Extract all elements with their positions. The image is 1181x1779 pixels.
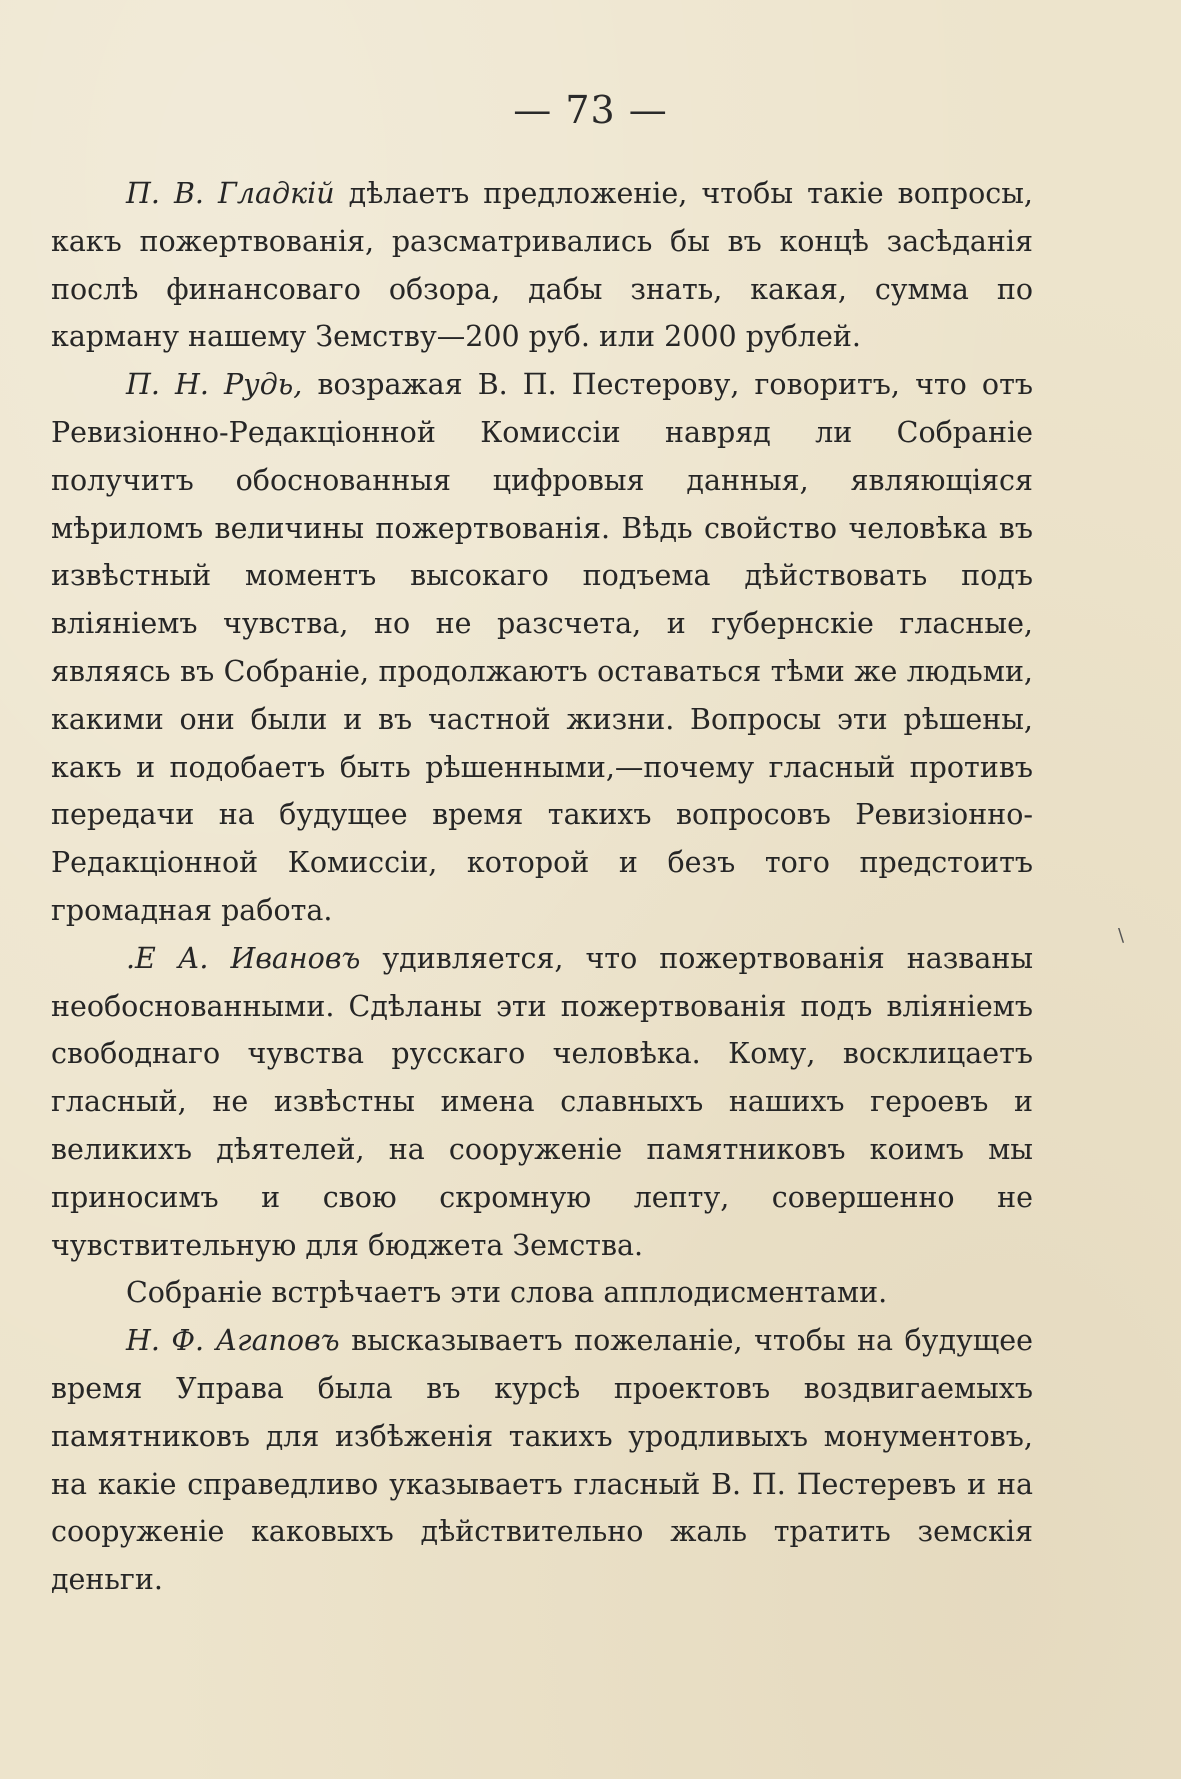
- paragraph-text: высказываетъ пожеланіе, чтобы на будущее время Управа была въ курсѣ проектовъ воздвигаемыхъ памятниковъ для избѣженія такихъ уродливыхъ монументовъ, на какіе справедливо указываетъ гласный В. П. Пестеревъ и на сооруженіе каковыхъ дѣйствительно жаль тратить земскія деньги.: [51, 1324, 1033, 1597]
- paragraph-text: возражая В. П. Пестерову, говоритъ, что отъ Ревизіонно-Редакціонной Комиссіи навряд ли Собраніе получитъ обоснованныя цифровыя данныя, являющіяся мѣриломъ величины пожертвованія. Вѣдь свойство человѣка въ извѣстный моментъ высокаго подъема дѣйствовать подъ вліяніемъ чувства, но не разсчета, и губернскіе гласные, являясь въ Собраніе, продолжаютъ оставаться тѣми же людьми, какими они были и въ частной жизни. Вопросы эти рѣшены, какъ и подобаетъ быть рѣшенными,—почему гласный противъ передачи на будущее время такихъ вопросовъ Ревизіонно-Редакціонной Комиссіи, которой и безъ того предстоитъ громадная работа.: [51, 368, 1033, 927]
- speaker-name: Н. Ф. Агаповъ: [126, 1324, 340, 1358]
- paragraph-ivanov: [51, 935, 1033, 1270]
- speaker-name: .Е А. Ивановъ: [126, 941, 361, 975]
- speaker-name: П. Н. Рудь,: [126, 368, 303, 402]
- margin-mark: \: [1118, 925, 1125, 946]
- paragraph-text: удивляется, что пожертвованія названы необоснованными. Сдѣланы эти пожертвованія подъ вліяніемъ свободнаго чувства русскаго человѣка. Кому, восклицаетъ гласный, не извѣстны имена славныхъ нашихъ героевъ и великихъ дѣятелей, на сооруженіе памятниковъ коимъ мы приносимъ и свою скромную лепту, совершенно не чувствительную для бюджета Земства.: [51, 941, 1034, 1262]
- paragraph-text: дѣлаетъ предложеніе, чтобы такіе вопросы, какъ пожертвованія, разсматривались бы въ концѣ засѣданія послѣ финансоваго обзора, дабы знать, какая, сумма по карману нашему Земству—200 руб. или 2000 рублей.: [51, 177, 1033, 354]
- paragraph-gladkiy: [51, 170, 1033, 361]
- body-text: [51, 170, 1033, 1604]
- speaker-name: П. В. Гладкій: [126, 177, 335, 210]
- paragraph-rud: [51, 361, 1033, 935]
- paragraph-applause: [51, 1269, 1033, 1317]
- paragraph-text: Собраніе встрѣчаетъ эти слова апплодисментами.: [126, 1276, 888, 1310]
- paragraph-agapov: [51, 1317, 1033, 1604]
- page-number: — 73 —: [513, 88, 668, 132]
